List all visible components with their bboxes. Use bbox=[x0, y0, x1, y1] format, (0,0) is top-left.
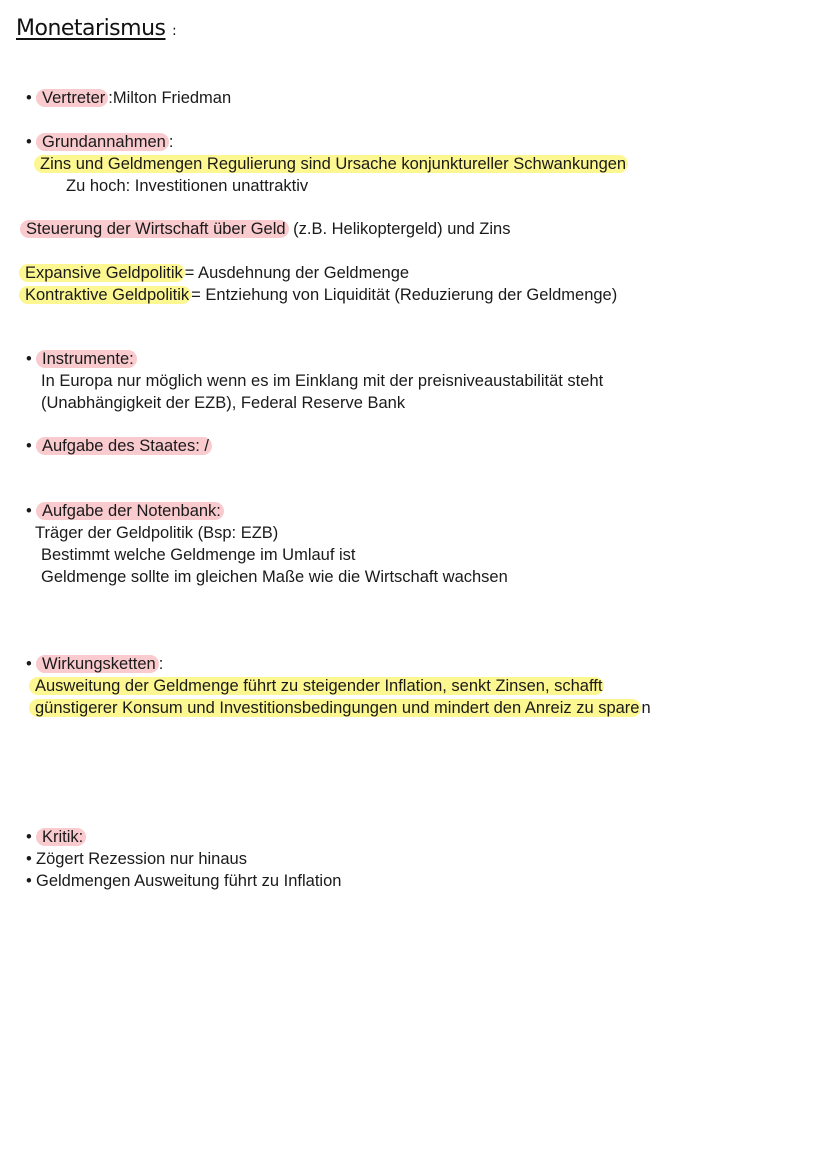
kontraktiv-highlight: Kontraktive Geldpolitik bbox=[19, 286, 191, 304]
grundannahmen-colon: : bbox=[168, 133, 174, 151]
wirkung-line-2 bbox=[29, 698, 651, 718]
instrumente-label: Instrumente: bbox=[36, 350, 137, 368]
vertreter-label: Vertreter bbox=[36, 89, 108, 107]
grundannahmen-heading bbox=[26, 132, 173, 152]
steuerung-line bbox=[20, 219, 510, 239]
kontraktiv-rest: = Entziehung von Liquidität (Reduzierung der Geldmenge) bbox=[191, 286, 618, 304]
staat-line bbox=[26, 436, 212, 456]
bullet: • bbox=[26, 850, 32, 868]
grundannahmen-line-1 bbox=[34, 154, 628, 174]
expansiv-rest: = Ausdehnung der Geldmenge bbox=[184, 264, 410, 282]
kritik-item bbox=[26, 849, 247, 869]
kontraktiv-line bbox=[19, 285, 617, 305]
instrumente-heading bbox=[26, 349, 137, 369]
bullet: • bbox=[26, 828, 32, 846]
title-text: Monetarismus bbox=[16, 16, 166, 41]
notenbank-text-2: Bestimmt welche Geldmenge im Umlauf ist bbox=[41, 546, 356, 564]
kritik-item-text: Geldmengen Ausweitung führt zu Inflation bbox=[36, 872, 342, 890]
bullet: • bbox=[26, 655, 32, 673]
steuerung-highlight: Steuerung der Wirtschaft über Geld bbox=[20, 220, 289, 238]
vertreter-text: :Milton Friedman bbox=[108, 89, 232, 107]
wirkung-label: Wirkungsketten bbox=[36, 655, 159, 673]
bullet: • bbox=[26, 437, 32, 455]
instrumente-line-1 bbox=[41, 371, 603, 391]
bullet: • bbox=[26, 133, 32, 151]
grundannahmen-line-2 bbox=[66, 176, 308, 196]
staat-label: Aufgabe des Staates: / bbox=[36, 437, 212, 455]
bullet: • bbox=[26, 350, 32, 368]
kritik-item-text: Zögert Rezession nur hinaus bbox=[36, 850, 247, 868]
notenbank-line-1 bbox=[35, 523, 278, 543]
grundannahmen-text-1: Zins und Geldmengen Regulierung sind Ursache konjunktureller Schwankungen bbox=[34, 155, 628, 173]
kritik-item bbox=[26, 871, 341, 891]
kritik-heading bbox=[26, 827, 86, 847]
notenbank-label: Aufgabe der Notenbank: bbox=[36, 502, 224, 520]
bullet: • bbox=[26, 502, 32, 520]
wirkung-colon: : bbox=[158, 655, 164, 673]
wirkung-text-2-highlight: günstigerer Konsum und Investitionsbedingungen und mindert den Anreiz zu spare bbox=[29, 699, 641, 717]
kritik-label: Kritik: bbox=[36, 828, 86, 846]
notenbank-text-1: Träger der Geldpolitik (Bsp: EZB) bbox=[35, 524, 279, 542]
wirkung-text-1: Ausweitung der Geldmenge führt zu steigender Inflation, senkt Zinsen, schafft bbox=[29, 677, 604, 695]
bullet: • bbox=[26, 89, 32, 107]
instrumente-text-1: In Europa nur möglich wenn es im Einklang mit der preisniveaustabilität steht bbox=[41, 372, 604, 390]
notenbank-line-2 bbox=[41, 545, 356, 565]
grundannahmen-text-2: Zu hoch: Investitionen unattraktiv bbox=[66, 177, 309, 195]
wirkung-line-1 bbox=[29, 676, 604, 696]
bullet: • bbox=[26, 872, 32, 890]
expansiv-highlight: Expansive Geldpolitik bbox=[19, 264, 185, 282]
vertreter-line bbox=[26, 88, 231, 108]
steuerung-rest: (z.B. Helikoptergeld) und Zins bbox=[288, 220, 511, 238]
notenbank-text-3: Geldmenge sollte im gleichen Maße wie die Wirtschaft wachsen bbox=[41, 568, 508, 586]
wirkung-heading bbox=[26, 654, 163, 674]
page-title bbox=[16, 16, 176, 41]
expansiv-line bbox=[19, 263, 409, 283]
instrumente-line-2 bbox=[41, 393, 405, 413]
grundannahmen-label: Grundannahmen bbox=[36, 133, 169, 151]
notenbank-line-3 bbox=[41, 567, 508, 587]
instrumente-text-2: (Unabhängigkeit der EZB), Federal Reserve Bank bbox=[41, 394, 406, 412]
title-colon: : bbox=[171, 23, 177, 39]
notenbank-heading bbox=[26, 501, 224, 521]
wirkung-text-2-rest: n bbox=[641, 699, 651, 717]
